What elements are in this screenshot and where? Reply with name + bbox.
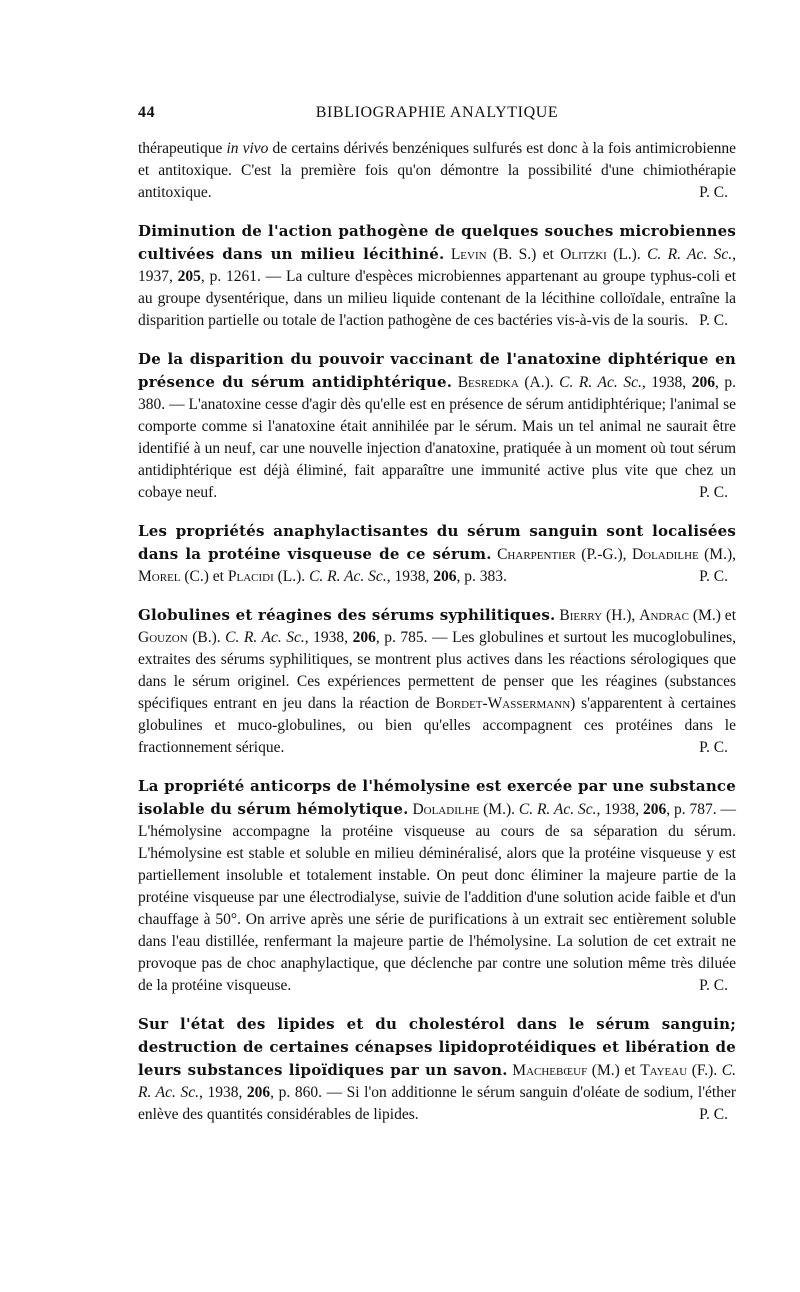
author-name: Morel — [138, 568, 181, 585]
volume-number: 205 — [177, 268, 201, 285]
entry-abstract: — Les globulines et surtout les mucoglobulines, extraites des sérums syphilitiques, se montrent plus actives dans les réactions sérologiques que dans le sérum originel. Ces expériences permettent de penser que les réagines (substances spécifiques entrant en jeu dans la réaction de — [138, 629, 737, 712]
author-name: Andrac — [639, 607, 689, 624]
bibliography-entry — [138, 604, 736, 759]
bibliography-entry — [138, 220, 736, 332]
journal-name: C. R. Ac. Sc. — [309, 568, 387, 585]
bibliography-entry — [138, 348, 736, 504]
journal-name: C. R. Ac. Sc. — [647, 246, 733, 263]
author-name: Besredka — [457, 374, 519, 391]
journal-name: C. R. Ac. Sc. — [138, 1062, 737, 1101]
entry-title: Sur l'état des lipides et du cholestérol dans le sérum sanguin; destruction de certaines cénapses lipidoprotéidiques et libération de leurs substances lipoïdiques par un savon. — [138, 1015, 736, 1079]
author-initials: (M.), — [698, 546, 737, 563]
volume-number: 206 — [352, 629, 376, 646]
author-initials: (A.). — [518, 374, 560, 391]
journal-name: C. R. Ac. Sc. — [518, 801, 597, 818]
entry-abstract: — Si l'on additionne le sérum sanguin d'oléate de sodium, l'éther enlève des quantités considérables de lipides. — [138, 1084, 737, 1123]
publication-year: , 1937, — [138, 246, 737, 285]
author-initials: (M.). — [479, 801, 519, 818]
entry-title: De la disparition du pouvoir vaccinant de l'anatoxine diphtérique en présence du sérum antidiphtérique. — [138, 350, 736, 391]
author-name: Charpentier — [497, 546, 576, 563]
entry-abstract: — La culture d'espèces microbiennes appartenant au groupe typhus-coli et au groupe dysentérique, dans un milieu liquide contenant de la lécithine colloïdale, entraîne la disparition partielle ou totale de l'action pathogène de ces bactéries vis-à-vis de la souris. — [138, 268, 736, 329]
page-range: , p. 860. — [270, 1084, 322, 1101]
cited-reaction-name: Bordet-Wassermann — [435, 695, 571, 712]
author-initials: (M.) et — [587, 1062, 641, 1079]
volume-number: 206 — [433, 568, 457, 585]
publication-year: , 1938, — [386, 568, 434, 585]
running-title: BIBLIOGRAPHIE ANALYTIQUE — [315, 104, 559, 121]
entry-title: Les propriétés anaphylactisantes du sérum sanguin sont localisées dans la protéine visqueuse de ce sérum. — [138, 522, 736, 563]
publication-year: , 1938, — [198, 1084, 247, 1101]
author-name: Doladilhe — [631, 546, 699, 563]
journal-name: C. R. Ac. Sc. — [559, 374, 642, 391]
article-body — [138, 138, 736, 1126]
author-initials: (L.). — [273, 568, 310, 585]
publication-year: , 1938, — [596, 801, 644, 818]
author-name: Olitzki — [560, 246, 607, 263]
bibliography-entry — [138, 1013, 736, 1126]
signature: P. C. — [699, 568, 728, 585]
intro-text-b: de certains dérivés benzéniques sulfurés est donc à la fois antimicrobienne et antitoxique. C'est la première fois qu'on démontre la possibilité d'une chimiothérapie antitoxique. — [138, 140, 736, 201]
author-initials: (P.-G.), — [575, 546, 632, 563]
author-name: Tayeau — [640, 1062, 688, 1079]
signature: P. C. — [699, 484, 728, 501]
bibliography-entry — [138, 520, 736, 588]
author-name: Machebœuf — [512, 1062, 588, 1079]
author-name: Gouzon — [138, 629, 188, 646]
entry-title: Diminution de l'action pathogène de quelques souches microbiennes cultivées dans un milieu lécithiné. — [138, 222, 736, 263]
publication-year: , 1938, — [304, 629, 353, 646]
page-range: , p. 785. — [375, 629, 428, 646]
bibliography-entry — [138, 775, 736, 997]
volume-number: 206 — [643, 801, 667, 818]
signature: P. C. — [699, 1106, 728, 1123]
publication-year: , 1938, — [641, 374, 692, 391]
page-range: , p. 787. — [666, 801, 717, 818]
signature: P. C. — [699, 184, 728, 201]
volume-number: 206 — [691, 374, 715, 391]
intro-italic: in vivo — [226, 140, 269, 157]
intro-text-a: thérapeutique — [138, 140, 227, 157]
volume-number: 206 — [246, 1084, 271, 1101]
author-initials: (C.) et — [180, 568, 228, 585]
entry-abstract: — L'hémolysine accompagne la protéine visqueuse au cours de sa séparation du sérum. L'hémolysine est stable et soluble en milieu déminéralisé, alors que la protéine visqueuse y est partiellement insoluble et totalement instable. On peut donc éliminer la majeure partie de la protéine visqueuse par une électrodialyse, suivie de l'addition d'une solution acide faible et d'un chauffage à 50°. On arrive après une série de purifications à un extrait sec entièrement soluble dans l'eau distillée, renfermant la majeure partie de l'hémolysine. La solution de cet extrait ne provoque pas de choc anaphylactique, que déclenche par contre une solution même très diluée de la protéine visqueuse. — [138, 801, 737, 994]
author-name: Bierry — [559, 607, 603, 624]
author-name: Levin — [450, 246, 487, 263]
author-name: Doladilhe — [412, 801, 480, 818]
entry-abstract-continued: ) s'apparentent à certaines globulines et muco-globulines, ou bien qu'elles accompagnent ces protéines dans le fractionnement sérique. — [138, 695, 737, 756]
page-range: , p. 1261. — [200, 268, 261, 285]
signature: P. C. — [699, 977, 728, 994]
intro-paragraph — [138, 138, 736, 204]
author-initials: (B. S.) et — [486, 246, 561, 263]
author-initials: (F.). — [687, 1062, 722, 1079]
author-initials: (L.). — [606, 246, 648, 263]
page-range: , p. 380. — [138, 374, 736, 413]
entry-title: La propriété anticorps de l'hémolysine est exercée par une substance isolable du sérum hémolytique. — [138, 777, 736, 818]
entry-abstract: — L'anatoxine cesse d'agir dès qu'elle est en présence de sérum antidiphtérique; l'animal se comporte comme si l'anatoxine était annihilée par le sérum. Mais un tel animal ne saurait être identifié à un neuf, car une nouvelle injection d'anatoxine, pratiquée à un moment où tout sérum antidiphtérique est déjà éliminé, fait apparaître une immunité active plus vite que chez un cobaye neuf. — [138, 396, 736, 501]
entry-title: Globulines et réagines des sérums syphilitiques. — [138, 606, 556, 624]
page-range: , p. 383. — [456, 568, 507, 585]
page-header — [138, 104, 736, 128]
author-initials: (B.). — [187, 629, 226, 646]
journal-name: C. R. Ac. Sc. — [225, 629, 305, 646]
author-initials: (M.) et — [688, 607, 736, 624]
page-number: 44 — [138, 104, 156, 121]
author-initials: (H.), — [602, 607, 640, 624]
signature: P. C. — [699, 312, 728, 329]
author-name: Placidi — [227, 568, 274, 585]
signature: P. C. — [699, 739, 728, 756]
